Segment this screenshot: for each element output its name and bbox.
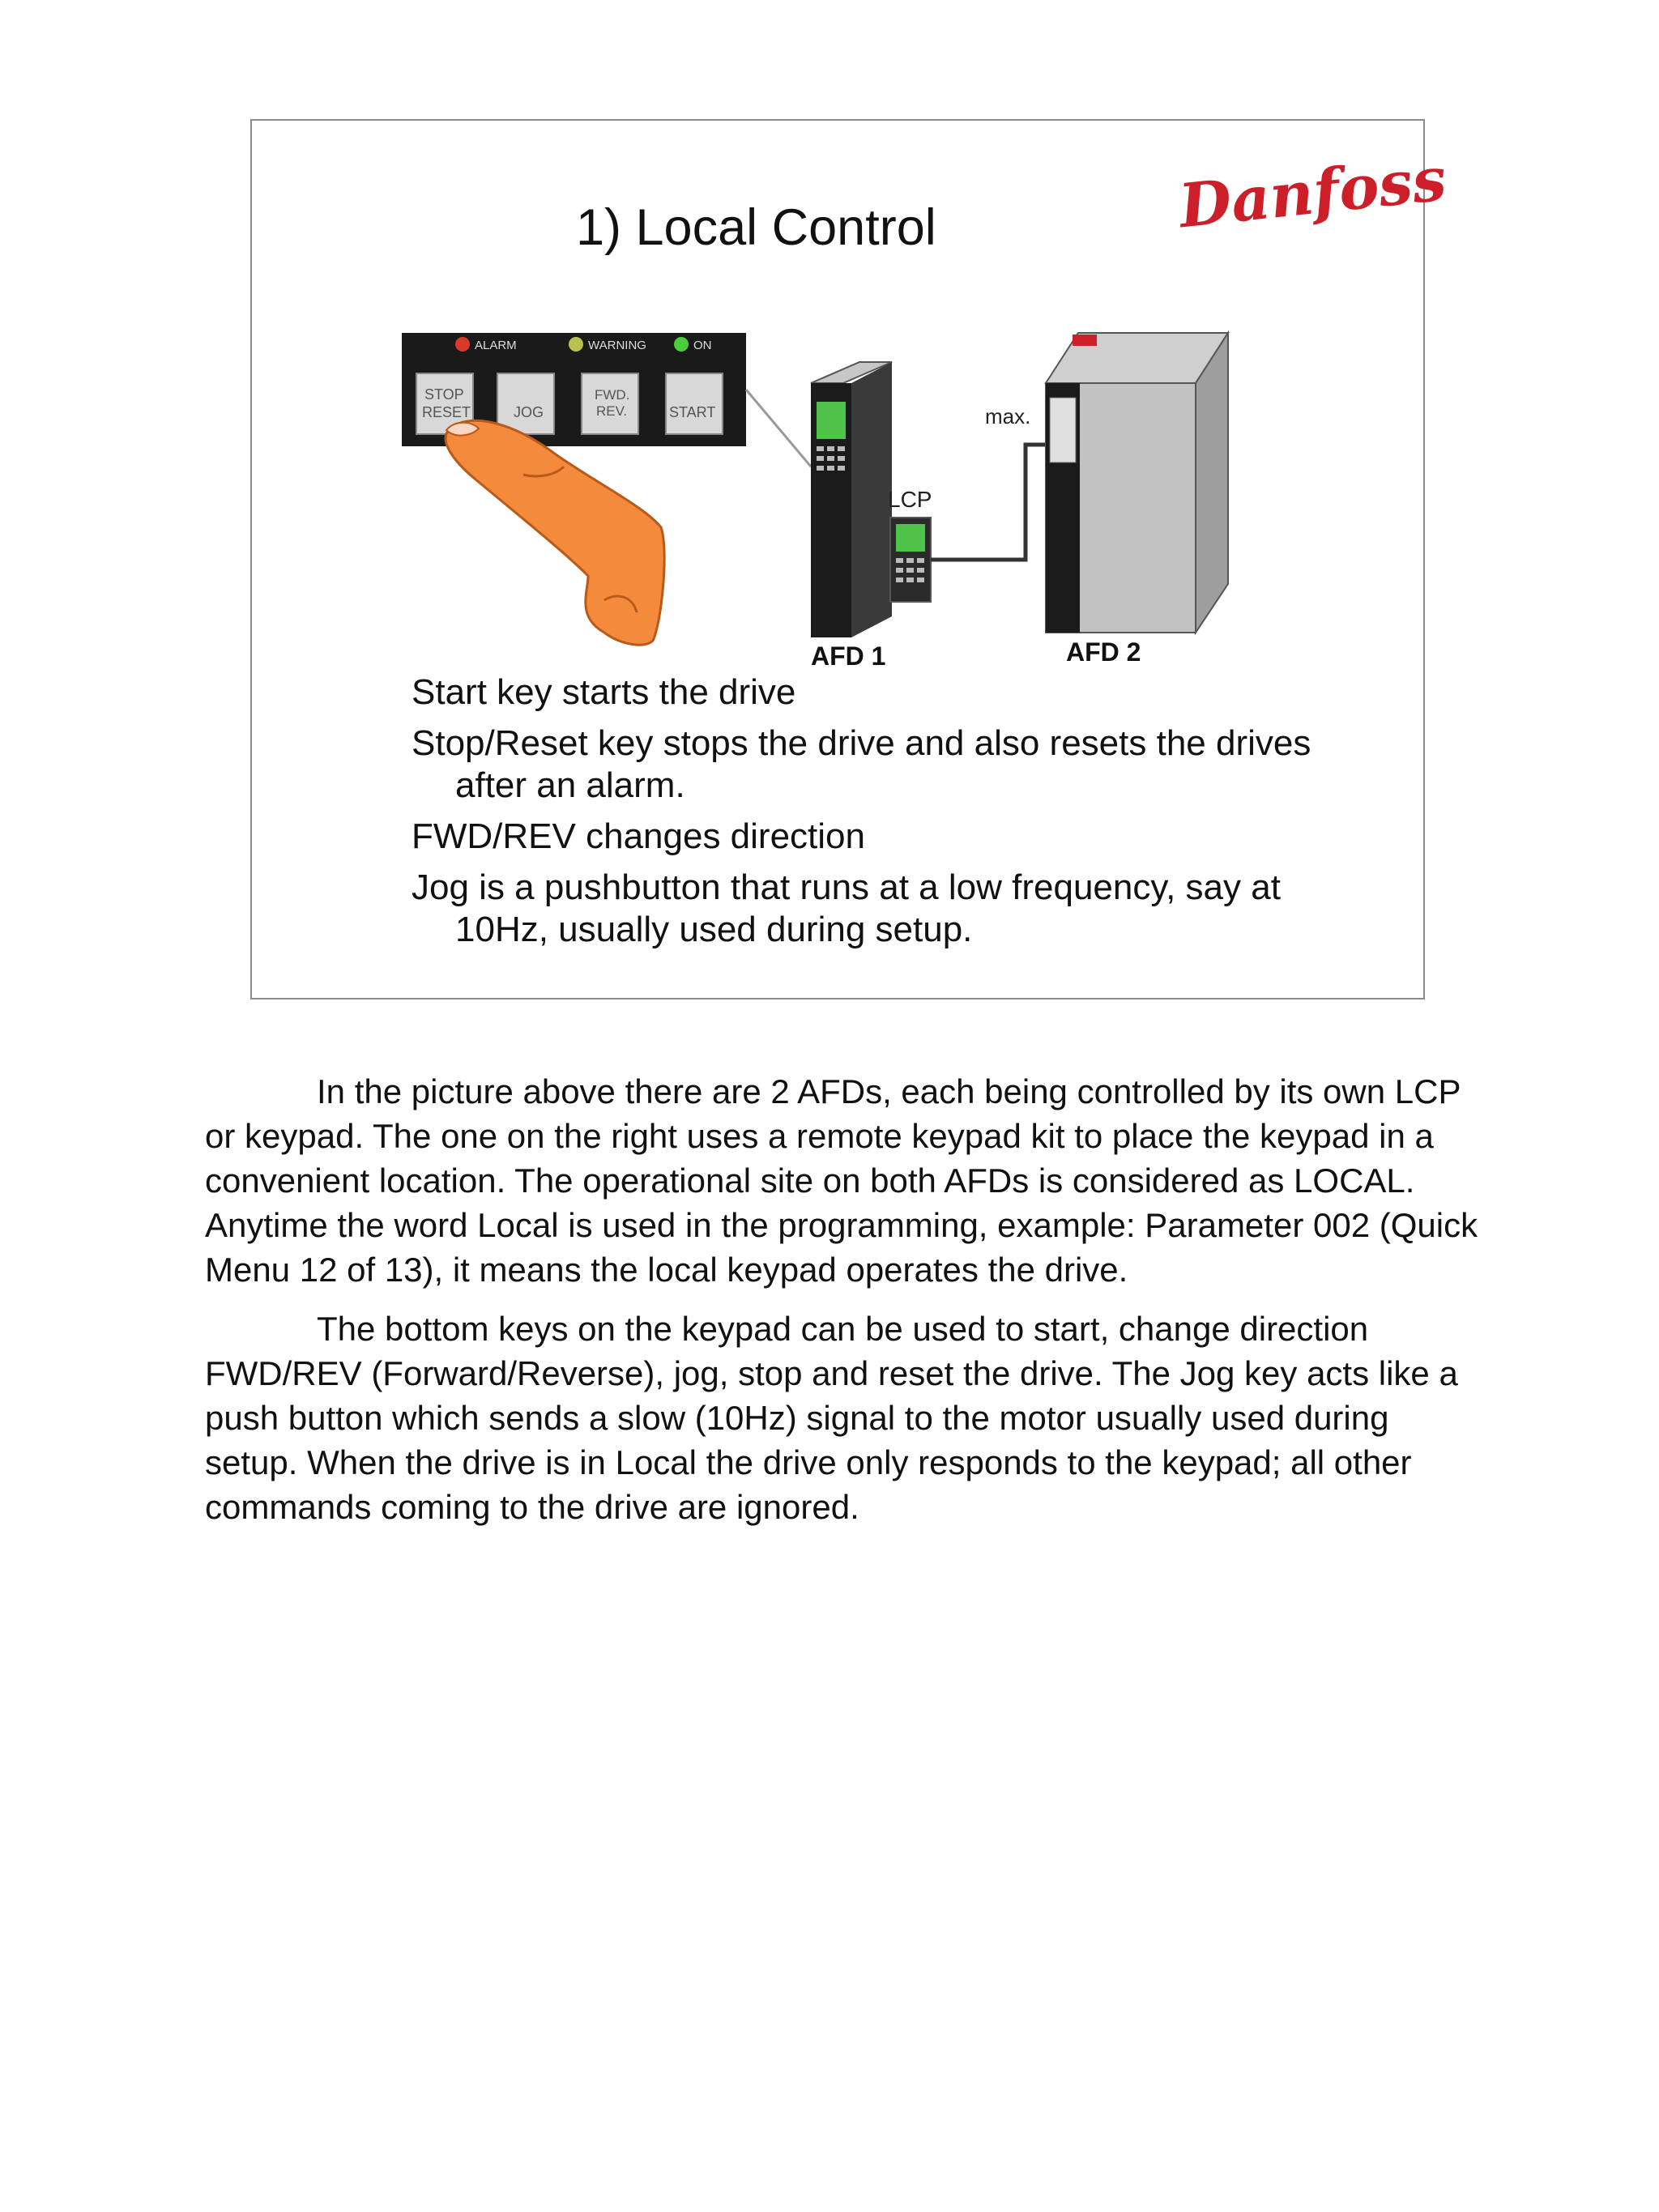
lcp-remote-keypad [888, 487, 932, 602]
svg-text:REV.: REV. [596, 403, 628, 419]
list-item: Stop/Reset key stops the drive and also resets the drives after an alarm. [412, 723, 1311, 805]
alarm-label: ALARM [475, 339, 517, 352]
afd2-drive [1046, 333, 1228, 667]
list-item: Jog is a pushbutton that runs at a low frequency, say at 10Hz, usually used during setup. [412, 867, 1281, 949]
lcp-label: LCP [888, 487, 932, 512]
afd1-label: AFD 1 [811, 641, 886, 671]
svg-text:FWD.: FWD. [595, 387, 630, 403]
svg-text:JOG: JOG [514, 404, 544, 420]
logo-wordmark: Danfoss [1175, 144, 1450, 242]
svg-text:STOP: STOP [424, 386, 464, 403]
finger-icon [446, 420, 664, 645]
max-label: max. [985, 404, 1031, 428]
feature-list [412, 671, 1384, 960]
slide-title: 1) Local Control [576, 199, 936, 256]
slide-frame [250, 119, 1450, 999]
afd1-drive [811, 362, 892, 671]
warning-led-icon [569, 337, 583, 352]
svg-text:RESET: RESET [422, 404, 471, 420]
afd2-label: AFD 2 [1066, 637, 1141, 667]
danfoss-logo [1171, 143, 1450, 249]
svg-text:START: START [669, 404, 716, 420]
warning-label: WARNING [588, 339, 646, 352]
body-text [205, 1069, 1485, 1544]
paragraph: In the picture above there are 2 AFDs, each being controlled by its own LCP or keypad. The one on the right uses a remote keypad kit to place the keypad in a convenient location. The operational site on both AFDs is considered as LOCAL. Anytime the word Local is used in the programming, example: Parameter 002 (Quick Menu 12 of 13), it means the local keypad operates the drive. [205, 1072, 1478, 1289]
alarm-led-icon [455, 337, 470, 352]
on-label: ON [693, 339, 712, 352]
paragraph: The bottom keys on the keypad can be used to start, change direction FWD/REV (Forward/Reverse), jog, stop and reset the drive. The Jog key acts like a push button which sends a slow (10Hz) signal to the motor usually used during setup. When the drive is in Local the drive only responds to the keypad; all other commands coming to the drive are ignored. [205, 1310, 1458, 1526]
list-item: Start key starts the drive [412, 672, 796, 712]
on-led-icon [674, 337, 689, 352]
list-item: FWD/REV changes direction [412, 816, 865, 856]
